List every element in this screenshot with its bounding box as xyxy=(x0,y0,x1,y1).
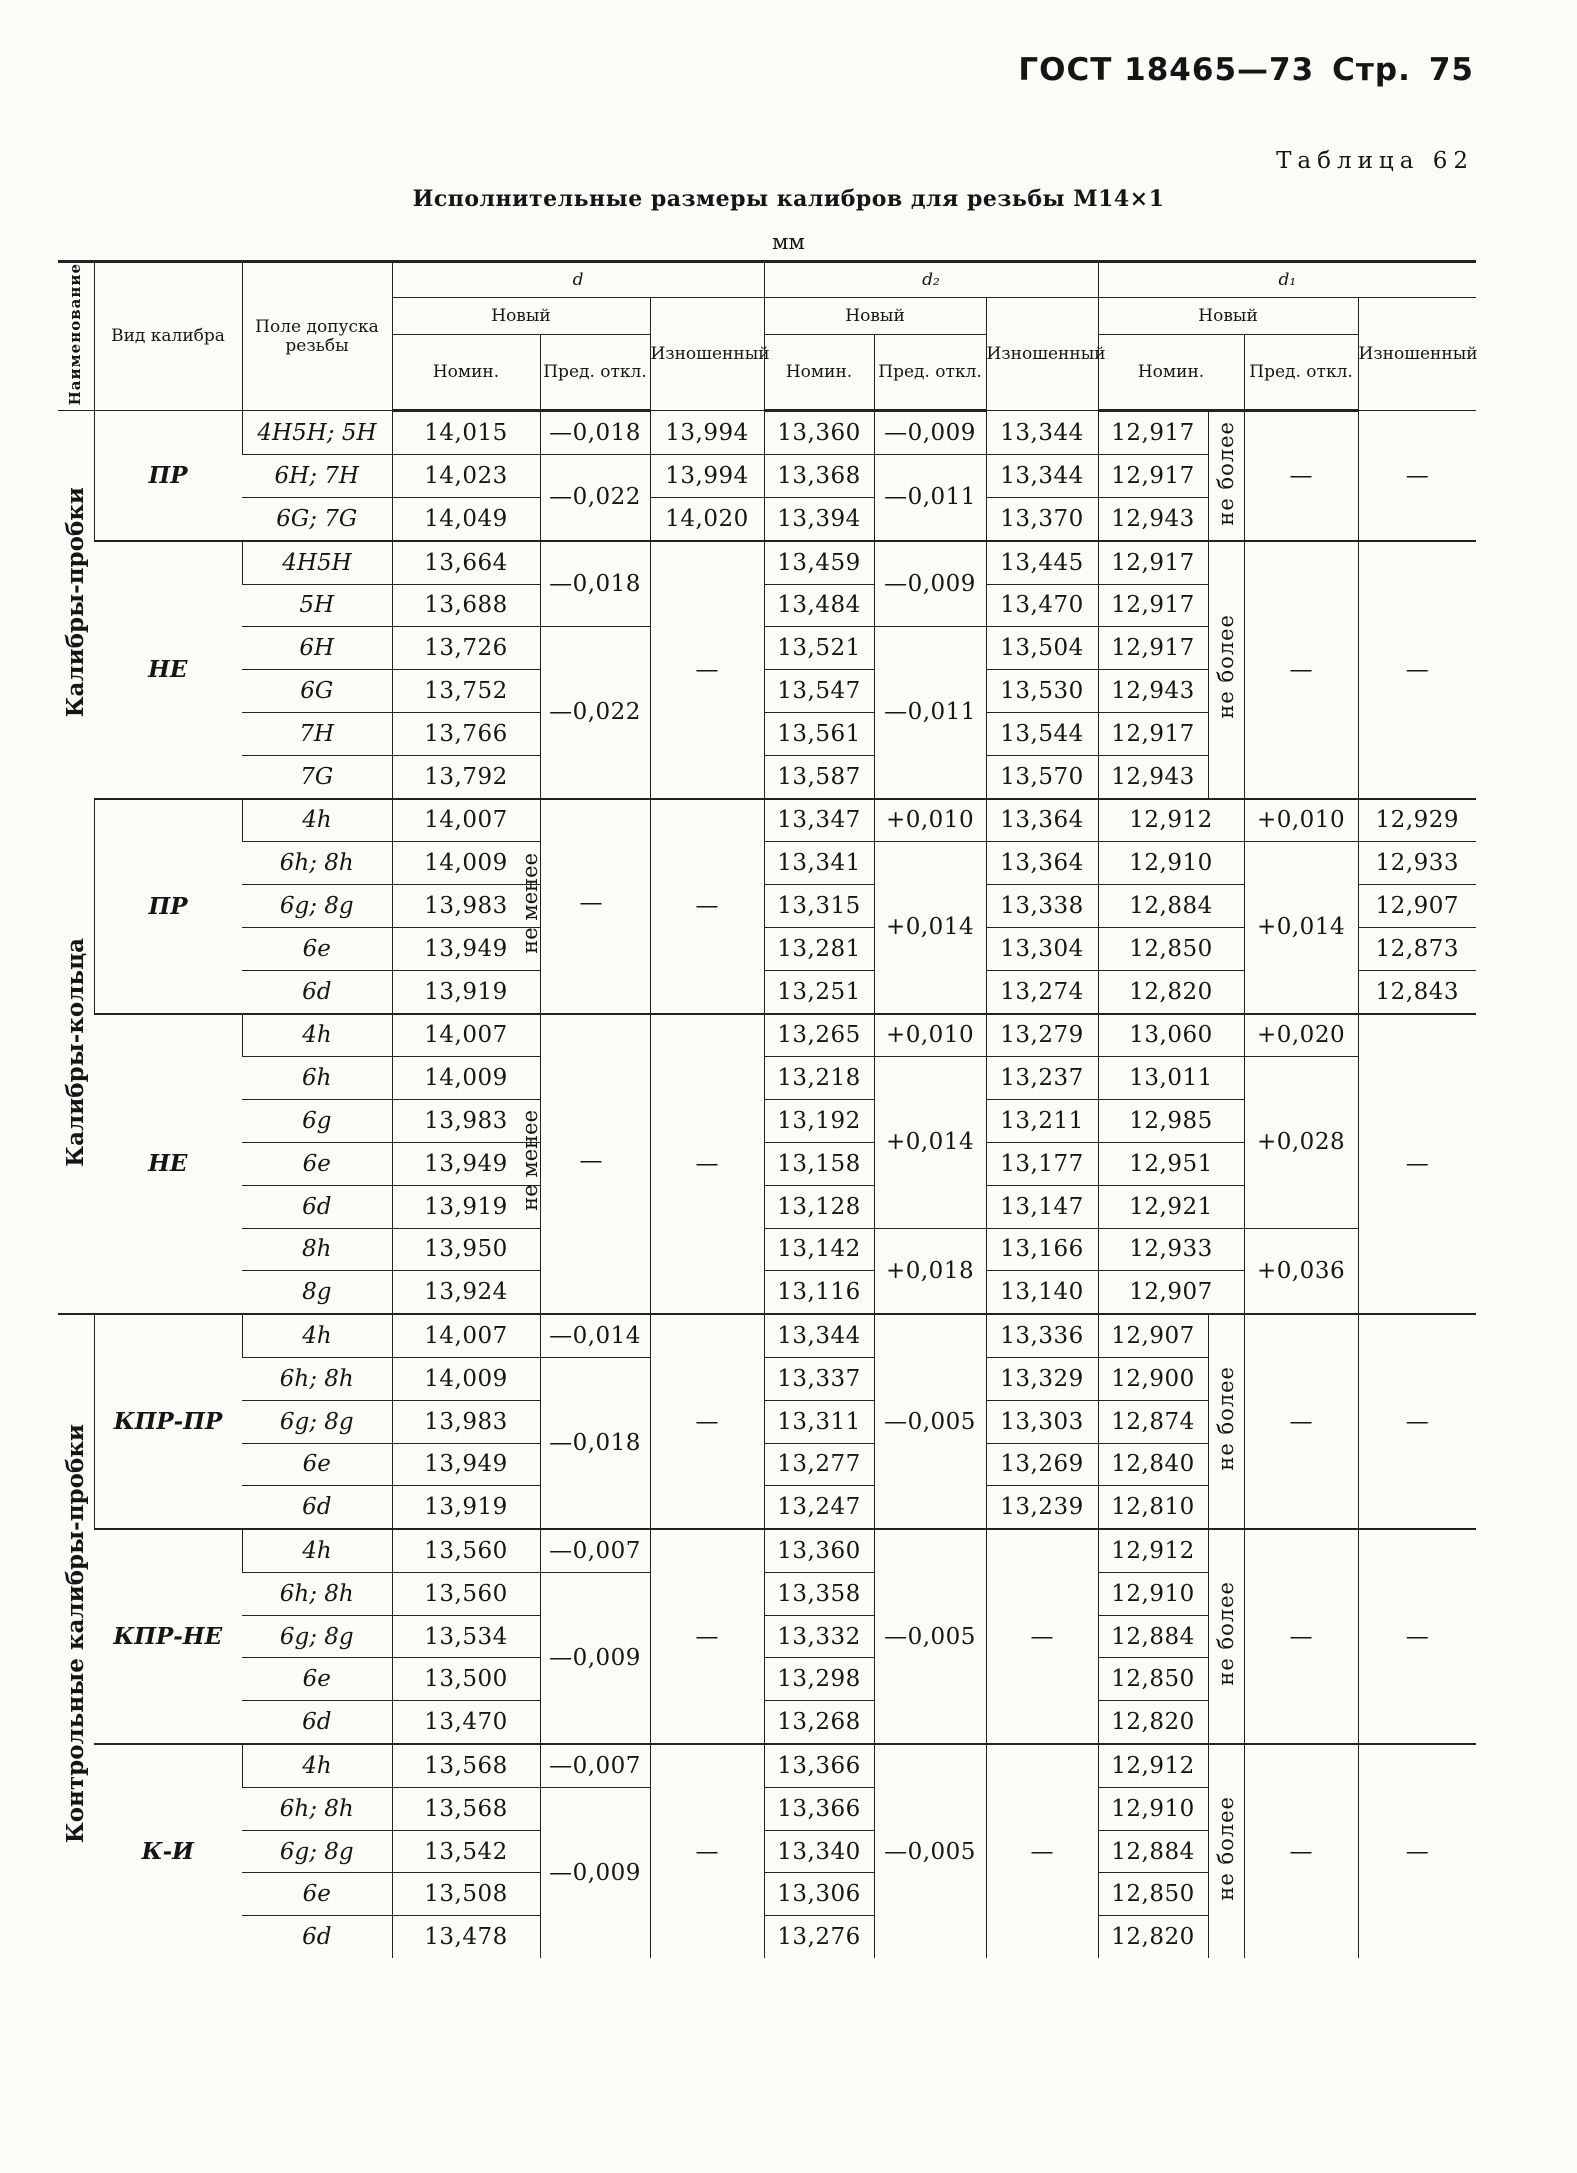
field-cell: 6e xyxy=(242,1443,392,1486)
d2-worn-cell: 13,344 xyxy=(986,411,1098,455)
field-cell: 6d xyxy=(242,1701,392,1744)
d2-worn-cell: 13,544 xyxy=(986,712,1098,755)
field-cell: 6e xyxy=(242,1873,392,1916)
d2-nom-cell: 13,484 xyxy=(764,584,874,627)
d-nom-cell: 13,688 xyxy=(392,584,540,627)
d2-dev-cell: +0,010 xyxy=(874,799,986,842)
d2-worn-cell: 13,211 xyxy=(986,1100,1098,1143)
d1-nom-cell: 12,917 xyxy=(1098,411,1208,455)
d1-worn-cell: 12,929 xyxy=(1358,799,1476,842)
d1-nom-cell: 12,917 xyxy=(1098,712,1208,755)
d2-worn-cell: 13,445 xyxy=(986,541,1098,584)
d-nom-cell: 13,752 xyxy=(392,670,540,713)
header-d2-new: Новый xyxy=(764,298,986,335)
field-cell: 6h; 8h xyxy=(242,842,392,885)
field-cell: 6H; 7H xyxy=(242,455,392,498)
d-dev-not-less: не менее — xyxy=(540,799,650,1014)
field-cell: 4h xyxy=(242,1014,392,1057)
d1-nom-cell: 12,884 xyxy=(1098,885,1244,928)
field-cell: 4h xyxy=(242,1744,392,1787)
d2-nom-cell: 13,142 xyxy=(764,1228,874,1271)
d2-worn-cell: 13,364 xyxy=(986,842,1098,885)
d2-nom-cell: 13,344 xyxy=(764,1314,874,1357)
d1-nom-cell: 12,910 xyxy=(1098,842,1244,885)
header-d-new: Новый xyxy=(392,298,650,335)
header-d-nom: Номин. xyxy=(392,335,540,411)
field-cell: 5H xyxy=(242,584,392,627)
field-cell: 6g; 8g xyxy=(242,1400,392,1443)
d1-nom-cell: 12,917 xyxy=(1098,455,1208,498)
d-nom-cell: 13,534 xyxy=(392,1615,540,1658)
d1-nom-cell: 12,850 xyxy=(1098,1873,1208,1916)
field-cell: 4h xyxy=(242,1314,392,1357)
d1-nom-cell: 12,951 xyxy=(1098,1142,1244,1185)
d1-nom-cell: 12,900 xyxy=(1098,1357,1208,1400)
d1-nom-cell: 12,874 xyxy=(1098,1400,1208,1443)
d2-nom-cell: 13,337 xyxy=(764,1357,874,1400)
d2-worn-cell: 13,336 xyxy=(986,1314,1098,1357)
d1-nom-cell: 12,884 xyxy=(1098,1830,1208,1873)
header-field: Поле допуска резьбы xyxy=(242,262,392,411)
d2-nom-cell: 13,341 xyxy=(764,842,874,885)
d2-dev-cell: +0,014 xyxy=(874,842,986,1014)
category-rings: Калибры-кольца xyxy=(58,799,94,1315)
d-dev-cell: —0,018 xyxy=(540,411,650,455)
d-nom-cell: 13,560 xyxy=(392,1572,540,1615)
d1-nom-cell: 12,840 xyxy=(1098,1443,1208,1486)
d2-dev-cell: —0,009 xyxy=(874,411,986,455)
d1-worn-cell: 12,843 xyxy=(1358,970,1476,1013)
header-kind: Вид калибра xyxy=(94,262,242,411)
d1-nom-cell: 13,060 xyxy=(1098,1014,1244,1057)
field-cell: 6g xyxy=(242,1100,392,1143)
field-cell: 6G; 7G xyxy=(242,497,392,540)
field-cell: 8h xyxy=(242,1228,392,1271)
d2-nom-cell: 13,281 xyxy=(764,927,874,970)
d2-dev-cell: +0,018 xyxy=(874,1228,986,1314)
field-cell: 6h; 8h xyxy=(242,1787,392,1830)
d-nom-cell: 14,007 xyxy=(392,1014,540,1057)
d-dev-cell: —0,022 xyxy=(540,455,650,541)
field-cell: 6h xyxy=(242,1057,392,1100)
d2-dev-cell: —0,011 xyxy=(874,627,986,799)
d2-worn-cell: 13,304 xyxy=(986,927,1098,970)
header-d-dev: Пред. откл. xyxy=(540,335,650,411)
d1-nom-cell: 12,850 xyxy=(1098,927,1244,970)
d2-worn-cell: 13,364 xyxy=(986,799,1098,842)
d-dev-cell: —0,009 xyxy=(540,1572,650,1744)
d-nom-cell: 13,949 xyxy=(392,1142,540,1185)
d-dev-cell: —0,022 xyxy=(540,627,650,799)
d-worn-dash: — xyxy=(650,1314,764,1529)
header-d: d xyxy=(392,262,764,298)
d2-nom-cell: 13,366 xyxy=(764,1744,874,1787)
d-nom-cell: 14,007 xyxy=(392,1314,540,1357)
d2-nom-cell: 13,521 xyxy=(764,627,874,670)
kind-ne-ring: НЕ xyxy=(94,1014,242,1315)
d1-worn-dash: — xyxy=(1358,1744,1476,1958)
field-cell: 6g; 8g xyxy=(242,1615,392,1658)
gauge-dimensions-table xyxy=(58,260,1476,1958)
d2-dev-cell: +0,014 xyxy=(874,1057,986,1228)
d-nom-cell: 13,792 xyxy=(392,755,540,798)
d2-nom-cell: 13,587 xyxy=(764,755,874,798)
page-header xyxy=(1000,52,1474,88)
d1-nom-cell: 12,943 xyxy=(1098,755,1208,798)
d2-worn-cell: 13,370 xyxy=(986,497,1098,540)
field-cell: 6e xyxy=(242,927,392,970)
page-label: Стр. xyxy=(1332,52,1411,88)
d2-worn-cell: 13,530 xyxy=(986,670,1098,713)
d-worn-dash: — xyxy=(650,1014,764,1315)
field-cell: 6d xyxy=(242,970,392,1013)
d2-nom-cell: 13,547 xyxy=(764,670,874,713)
field-cell: 4h xyxy=(242,1529,392,1572)
kind-kpr-pr: КПР-ПР xyxy=(94,1314,242,1529)
d1-nom-cell: 12,912 xyxy=(1098,1529,1208,1572)
d1-nom-cell: 12,907 xyxy=(1098,1271,1244,1314)
d-nom-cell: 13,950 xyxy=(392,1228,540,1271)
d1-dev-cell: +0,028 xyxy=(1244,1057,1358,1228)
d-nom-cell: 14,009 xyxy=(392,842,540,885)
d1-nom-cell: 12,910 xyxy=(1098,1572,1208,1615)
d-nom-cell: 13,919 xyxy=(392,1185,540,1228)
d-nom-cell: 13,919 xyxy=(392,970,540,1013)
field-cell: 6g; 8g xyxy=(242,1830,392,1873)
d-nom-cell: 14,023 xyxy=(392,455,540,498)
d1-dev-cell: +0,020 xyxy=(1244,1014,1358,1057)
d-worn-dash: — xyxy=(650,799,764,1014)
d-nom-cell: 13,924 xyxy=(392,1271,540,1314)
d2-nom-cell: 13,358 xyxy=(764,1572,874,1615)
d1-dev-dash: — xyxy=(1244,1314,1358,1529)
d2-worn-cell: 13,237 xyxy=(986,1057,1098,1100)
d2-nom-cell: 13,459 xyxy=(764,541,874,584)
d2-worn-cell: 13,303 xyxy=(986,1400,1098,1443)
d-nom-cell: 13,919 xyxy=(392,1486,540,1529)
not-more-note: не более xyxy=(1208,411,1244,541)
header-d1: d₁ xyxy=(1098,262,1476,298)
header-d2: d₂ xyxy=(764,262,1098,298)
table-number: Таблица 62 xyxy=(1276,148,1474,174)
d2-worn-cell: 13,329 xyxy=(986,1357,1098,1400)
header-d1-worn: Изношенный xyxy=(1358,298,1476,411)
d1-worn-cell: 12,907 xyxy=(1358,885,1476,928)
d1-nom-cell: 12,917 xyxy=(1098,541,1208,584)
d-worn-cell: 13,994 xyxy=(650,411,764,455)
field-cell: 6d xyxy=(242,1185,392,1228)
header-d1-new: Новый xyxy=(1098,298,1358,335)
d1-nom-cell: 12,907 xyxy=(1098,1314,1208,1357)
unit-label: мм xyxy=(772,230,805,254)
d-nom-cell: 13,983 xyxy=(392,1400,540,1443)
d2-nom-cell: 13,218 xyxy=(764,1057,874,1100)
d2-dev-cell: —0,009 xyxy=(874,541,986,627)
standard-number: ГОСТ 18465—73 xyxy=(1018,52,1315,88)
page-number: 75 xyxy=(1428,52,1474,88)
header-name: Наименование xyxy=(58,262,94,411)
d-nom-cell: 13,664 xyxy=(392,541,540,584)
d1-dev-cell: +0,010 xyxy=(1244,799,1358,842)
field-cell: 4H5H; 5H xyxy=(242,411,392,455)
d2-worn-cell: 13,239 xyxy=(986,1486,1098,1529)
d2-nom-cell: 13,306 xyxy=(764,1873,874,1916)
d1-nom-cell: 12,921 xyxy=(1098,1185,1244,1228)
d-worn-dash: — xyxy=(650,1529,764,1744)
kind-pr-ring: ПР xyxy=(94,799,242,1014)
d-nom-cell: 14,049 xyxy=(392,497,540,540)
d1-nom-cell: 12,910 xyxy=(1098,1787,1208,1830)
not-more-note: не более xyxy=(1208,541,1244,799)
d2-nom-cell: 13,332 xyxy=(764,1615,874,1658)
d-dev-cell: —0,007 xyxy=(540,1529,650,1572)
header-d1-dev: Пред. откл. xyxy=(1244,335,1358,411)
kind-pr-plug: ПР xyxy=(94,411,242,541)
d1-worn-dash: — xyxy=(1358,1014,1476,1315)
d2-worn-cell: 13,344 xyxy=(986,455,1098,498)
d2-worn-cell: 13,279 xyxy=(986,1014,1098,1057)
field-cell: 8g xyxy=(242,1271,392,1314)
d-nom-cell: 14,009 xyxy=(392,1357,540,1400)
d-nom-cell: 13,500 xyxy=(392,1658,540,1701)
d2-nom-cell: 13,340 xyxy=(764,1830,874,1873)
d1-worn-dash: — xyxy=(1358,411,1476,541)
d2-worn-cell: 13,570 xyxy=(986,755,1098,798)
d1-nom-cell: 12,917 xyxy=(1098,627,1208,670)
d2-worn-cell: 13,177 xyxy=(986,1142,1098,1185)
d-nom-cell: 13,983 xyxy=(392,1100,540,1143)
d2-nom-cell: 13,192 xyxy=(764,1100,874,1143)
d-nom-cell: 13,949 xyxy=(392,927,540,970)
d2-nom-cell: 13,277 xyxy=(764,1443,874,1486)
header-d1-nom: Номин. xyxy=(1098,335,1244,411)
d2-worn-dash: — xyxy=(986,1744,1098,1958)
d-nom-cell: 14,009 xyxy=(392,1057,540,1100)
d-nom-cell: 13,726 xyxy=(392,627,540,670)
d2-nom-cell: 13,265 xyxy=(764,1014,874,1057)
field-cell: 6g; 8g xyxy=(242,885,392,928)
field-cell: 6e xyxy=(242,1142,392,1185)
d1-worn-cell: 12,933 xyxy=(1358,842,1476,885)
d1-worn-dash: — xyxy=(1358,1314,1476,1529)
d2-nom-cell: 13,315 xyxy=(764,885,874,928)
d2-dev-cell: —0,005 xyxy=(874,1529,986,1744)
field-cell: 6d xyxy=(302,1924,332,1951)
d2-dev-cell: —0,005 xyxy=(874,1314,986,1529)
field-cell: 6d xyxy=(242,1486,392,1529)
d-nom-cell: 13,560 xyxy=(392,1529,540,1572)
d1-worn-cell: 12,873 xyxy=(1358,927,1476,970)
d-nom-cell: 14,015 xyxy=(392,411,540,455)
d2-worn-cell: 13,269 xyxy=(986,1443,1098,1486)
d1-nom-cell: 12,912 xyxy=(1098,799,1244,842)
header-d-worn: Изношенный xyxy=(650,298,764,411)
d1-nom-cell: 12,810 xyxy=(1098,1486,1208,1529)
d1-nom-cell: 13,011 xyxy=(1098,1057,1244,1100)
d1-nom-cell: 12,912 xyxy=(1098,1744,1208,1787)
d2-worn-cell: 13,504 xyxy=(986,627,1098,670)
field-cell: 6H xyxy=(242,627,392,670)
d1-dev-dash: — xyxy=(1244,541,1358,799)
field-cell: 6e xyxy=(242,1658,392,1701)
d1-nom-cell: 12,884 xyxy=(1098,1615,1208,1658)
d-worn-cell: 14,020 xyxy=(650,497,764,540)
kind-ne-plug: НЕ xyxy=(94,541,242,799)
d2-worn-cell: 13,140 xyxy=(986,1271,1098,1314)
d2-dev-cell: —0,005 xyxy=(874,1744,986,1958)
kind-kpr-ne: КПР-НЕ xyxy=(94,1529,242,1744)
field-cell: 6h; 8h xyxy=(242,1357,392,1400)
d-nom-cell: 13,542 xyxy=(392,1830,540,1873)
d2-worn-cell: 13,338 xyxy=(986,885,1098,928)
d1-nom-cell: 12,917 xyxy=(1098,584,1208,627)
d2-nom-cell: 13,298 xyxy=(764,1658,874,1701)
field-cell: 4H5H xyxy=(242,541,392,584)
d-nom-cell: 13,983 xyxy=(392,885,540,928)
d-dev-cell: —0,018 xyxy=(540,1357,650,1529)
field-cell: 6G xyxy=(242,670,392,713)
d-nom-cell: 13,470 xyxy=(392,1701,540,1744)
d1-dev-cell: +0,036 xyxy=(1244,1228,1358,1314)
not-more-note: не более xyxy=(1208,1744,1244,1958)
d-worn-cell: 13,994 xyxy=(650,455,764,498)
d1-worn-dash: — xyxy=(1358,1529,1476,1744)
category-plugs: Калибры-пробки xyxy=(62,486,90,718)
d-nom-cell: 13,568 xyxy=(392,1744,540,1787)
d2-worn-dash: — xyxy=(986,1529,1098,1744)
header-d2-nom: Номин. xyxy=(764,335,874,411)
field-cell: 7G xyxy=(242,755,392,798)
d1-nom-cell: 12,933 xyxy=(1098,1228,1244,1271)
d1-nom-cell: 12,820 xyxy=(1098,1701,1208,1744)
d2-nom-cell: 13,360 xyxy=(764,411,874,455)
d1-dev-dash: — xyxy=(1244,1529,1358,1744)
kind-k-i: К-И xyxy=(141,1838,194,1866)
d2-nom-cell: 13,276 xyxy=(764,1916,874,1958)
d2-nom-cell: 13,360 xyxy=(764,1529,874,1572)
d-dev-cell: —0,007 xyxy=(540,1744,650,1787)
d-nom-cell: 13,478 xyxy=(392,1916,540,1958)
d-worn-dash: — xyxy=(650,541,764,799)
d-dev-cell: —0,014 xyxy=(540,1314,650,1357)
d2-nom-cell: 13,368 xyxy=(764,455,874,498)
d1-nom-cell: 12,850 xyxy=(1098,1658,1208,1701)
not-more-note: не более xyxy=(1208,1314,1244,1529)
d2-worn-cell: 13,274 xyxy=(986,970,1098,1013)
d2-nom-cell: 13,347 xyxy=(764,799,874,842)
field-cell: 6h; 8h xyxy=(242,1572,392,1615)
d1-dev-dash: — xyxy=(1244,1744,1358,1958)
d2-dev-cell: +0,010 xyxy=(874,1014,986,1057)
d1-dev-cell: +0,014 xyxy=(1244,842,1358,1014)
d2-worn-cell: 13,147 xyxy=(986,1185,1098,1228)
d2-worn-cell: 13,470 xyxy=(986,584,1098,627)
field-cell: 4h xyxy=(242,799,392,842)
d2-nom-cell: 13,311 xyxy=(764,1400,874,1443)
d-dev-not-less: не менее — xyxy=(540,1014,650,1315)
d1-dev-dash: — xyxy=(1244,411,1358,541)
d-dev-cell: —0,018 xyxy=(540,541,650,627)
d1-nom-cell: 12,943 xyxy=(1098,670,1208,713)
d2-nom-cell: 13,366 xyxy=(764,1787,874,1830)
d1-nom-cell: 12,943 xyxy=(1098,497,1208,540)
d1-worn-dash: — xyxy=(1358,541,1476,799)
d2-nom-cell: 13,247 xyxy=(764,1486,874,1529)
d2-worn-cell: 13,166 xyxy=(986,1228,1098,1271)
d1-nom-cell: 12,820 xyxy=(1098,1916,1208,1958)
d-dev-cell: —0,009 xyxy=(540,1787,650,1958)
header-d2-worn: Изношенный xyxy=(986,298,1098,411)
d2-nom-cell: 13,394 xyxy=(764,497,874,540)
d2-nom-cell: 13,251 xyxy=(764,970,874,1013)
field-cell: 7H xyxy=(242,712,392,755)
d2-nom-cell: 13,561 xyxy=(764,712,874,755)
d2-dev-cell: —0,011 xyxy=(874,455,986,541)
table-caption: Исполнительные размеры калибров для резьбы М14×1 xyxy=(412,186,1165,212)
d2-nom-cell: 13,268 xyxy=(764,1701,874,1744)
d-worn-dash: — xyxy=(650,1744,764,1958)
d1-nom-cell: 12,985 xyxy=(1098,1100,1244,1143)
category-control-plugs: Контрольные калибры-пробки xyxy=(62,1423,90,1844)
header-d2-dev: Пред. откл. xyxy=(874,335,986,411)
d-nom-cell: 13,949 xyxy=(392,1443,540,1486)
not-more-note: не более xyxy=(1208,1529,1244,1744)
d1-nom-cell: 12,820 xyxy=(1098,970,1244,1013)
d2-nom-cell: 13,128 xyxy=(764,1185,874,1228)
d-nom-cell: 13,568 xyxy=(392,1787,540,1830)
d-nom-cell: 13,766 xyxy=(392,712,540,755)
d2-nom-cell: 13,116 xyxy=(764,1271,874,1314)
d2-nom-cell: 13,158 xyxy=(764,1142,874,1185)
d-nom-cell: 13,508 xyxy=(392,1873,540,1916)
d-nom-cell: 14,007 xyxy=(392,799,540,842)
